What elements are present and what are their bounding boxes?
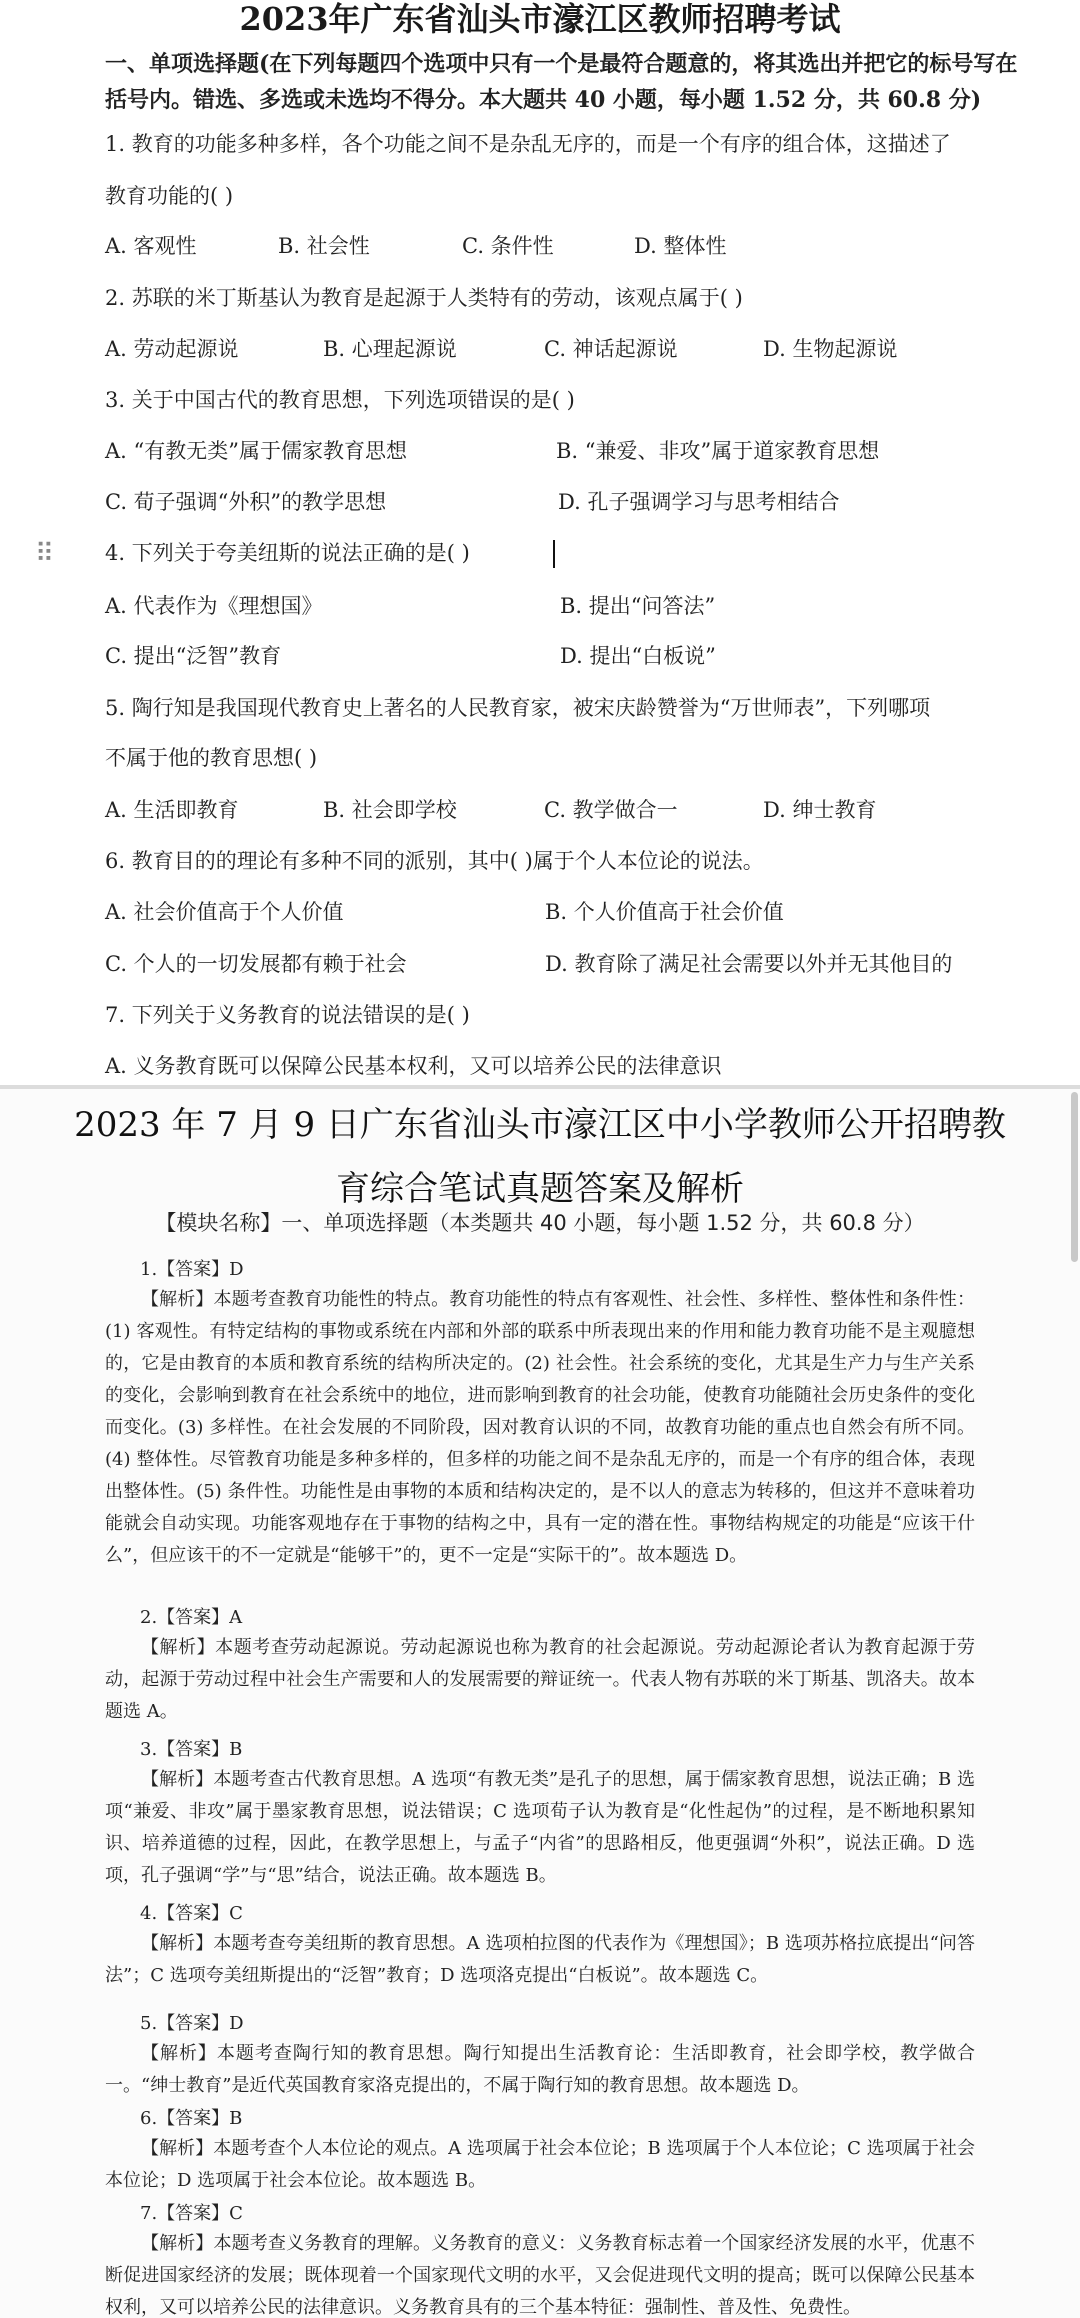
- q2-option-b: B. 心理起源说: [323, 337, 457, 361]
- q1-option-d: D. 整体性: [634, 234, 727, 258]
- q5-option-b: B. 社会即学校: [323, 798, 457, 822]
- answer-3: 3.【答案】B: [140, 1739, 243, 1760]
- q4-option-b: B. 提出“问答法”: [560, 594, 716, 618]
- q5-option-a: A. 生活即教育: [105, 798, 239, 822]
- q4-option-a: A. 代表作为《理想国》: [105, 594, 323, 618]
- answer-6: 6.【答案】B: [140, 2108, 243, 2129]
- explanation-4: 【解析】本题考查夸美纽斯的教育思想。A 选项柏拉图的代表作为《理想国》；B 选项苏格拉底提出“问答法”；C 选项夸美纽斯提出的“泛智”教育；D 选项洛克提出“白板说”。故本题选 C。: [105, 1933, 975, 1986]
- question-7-stem: 7. 下列关于义务教育的说法错误的是( ): [105, 1003, 470, 1027]
- q6-option-a: A. 社会价值高于个人价值: [105, 900, 344, 924]
- question-6-stem: 6. 教育目的的理论有多种不同的派别，其中( )属于个人本位论的说法。: [105, 849, 764, 873]
- explanation-3: 【解析】本题考查古代教育思想。A 选项“有教无类”是孔子的思想，属于儒家教育思想，说法正确；B 选项“兼爱、非攻”属于墨家教育思想，说法错误；C 选项荀子认为教育是“化性起伪”的过程，是不断地积累知识、培养道德的过程，因此，在教学思想上，与孟子“内省”的思路相反，他更强调“外积”，说法正确。D 选项，孔子强调“学”与“思”结合，说法正确。故本题选 B。: [105, 1769, 975, 1886]
- explanation-1: 【解析】本题考查教育功能性的特点。教育功能性的特点有客观性、社会性、多样性、整体性和条件性：(1) 客观性。有特定结构的事物或系统在内部和外部的联系中所表现出来的作用和能力教育功能不是主观臆想的，它是由教育的本质和教育系统的结构所决定的。(2) 社会性。社会系统的变化，尤其是生产力与生产关系的变化，会影响到教育在社会系统中的地位，进而影响到教育的社会功能，使教育功能随社会历史条件的变化而变化。(3) 多样性。在社会发展的不同阶段，因对教育认识的不同，故教育功能的重点也自然会有所不同。(4) 整体性。尽管教育功能是多种多样的，但多样的功能之间不是杂乱无序的，而是一个有序的组合体，表现出整体性。(5) 条件性。功能性是由事物的本质和结构决定的，是不以人的意志为转移的，但这并不意味着功能就会自动实现。功能客观地存在于事物的结构之中，具有一定的潜在性。事物结构规定的功能是“应该干什么”，但应该干的不一定就是“能够干”的，更不一定是“实际干的”。故本题选 D。: [105, 1289, 975, 1566]
- q6-option-c: C. 个人的一切发展都有赖于社会: [105, 952, 407, 976]
- module-heading: 【模块名称】一、单项选择题（本类题共 40 小题，每小题 1.52 分，共 60.8 分）: [155, 1211, 925, 1235]
- q3-option-c: C. 荀子强调“外积”的教学思想: [105, 490, 387, 514]
- exam-page: [0, 0, 1080, 1085]
- question-5-stem: 5. 陶行知是我国现代教育史上著名的人民教育家，被宋庆龄赞誉为“万世师表”，下列哪项: [105, 696, 931, 720]
- q2-option-c: C. 神话起源说: [544, 337, 678, 361]
- q1-option-b: B. 社会性: [278, 234, 370, 258]
- question-3-stem: 3. 关于中国古代的教育思想，下列选项错误的是( ): [105, 388, 575, 412]
- question-1-stem: 1. 教育的功能多种多样，各个功能之间不是杂乱无序的，而是一个有序的组合体，这描述了: [105, 132, 951, 156]
- q3-option-b: B. “兼爱、非攻”属于道家教育思想: [556, 439, 880, 463]
- q4-option-c: C. 提出“泛智”教育: [105, 644, 282, 668]
- q4-option-d: D. 提出“白板说”: [560, 644, 716, 668]
- answer-7: 7.【答案】C: [140, 2203, 243, 2224]
- question-5-stem-cont: 不属于他的教育思想( ): [105, 746, 318, 770]
- q7-option-a: A. 义务教育既可以保障公民基本权利，又可以培养公民的法律意识: [105, 1054, 722, 1078]
- text-cursor: [553, 540, 555, 568]
- q6-option-b: B. 个人价值高于社会价值: [545, 900, 784, 924]
- q1-option-a: A. 客观性: [105, 234, 197, 258]
- scrollbar-thumb[interactable]: [1071, 1092, 1078, 1262]
- answer-2: 2.【答案】A: [140, 1607, 243, 1628]
- question-1-stem-cont: 教育功能的( ): [105, 184, 234, 208]
- answer-1: 1.【答案】D: [140, 1259, 244, 1280]
- explanation-2: 【解析】本题考查劳动起源说。劳动起源说也称为教育的社会起源说。劳动起源论者认为教育起源于劳动，起源于劳动过程中社会生产需要和人的发展需要的辩证统一。代表人物有苏联的米丁斯基、凯洛夫。故本题选 A。: [105, 1637, 975, 1722]
- q3-option-d: D. 孔子强调学习与思考相结合: [558, 490, 840, 514]
- question-4-stem[interactable]: 4. 下列关于夸美纽斯的说法正确的是( ): [105, 541, 470, 565]
- q2-option-d: D. 生物起源说: [763, 337, 898, 361]
- section-heading: 一、单项选择题(在下列每题四个选项中只有一个是最符合题意的，将其选出并把它的标号写在括号内。错选、多选或未选均不得分。本大题共 40 小题，每小题 1.52 分，共 60.8 分): [105, 51, 1018, 113]
- answers-title: 2023 年 7 月 9 日广东省汕头市濠江区中小学教师公开招聘教育综合笔试真题答案及解析: [74, 1105, 1006, 1209]
- q5-option-c: C. 教学做合一: [544, 798, 678, 822]
- q1-option-c: C. 条件性: [462, 234, 554, 258]
- drag-handle-icon[interactable]: ⠿: [35, 539, 55, 569]
- q5-option-d: D. 绅士教育: [763, 798, 877, 822]
- answer-5: 5.【答案】D: [140, 2013, 244, 2034]
- q2-option-a: A. 劳动起源说: [105, 337, 239, 361]
- answer-4: 4.【答案】C: [140, 1903, 243, 1924]
- explanation-6: 【解析】本题考查个人本位论的观点。A 选项属于社会本位论；B 选项属于个人本位论；C 选项属于社会本位论；D 选项属于社会本位论。故本题选 B。: [105, 2138, 975, 2191]
- explanation-7: 【解析】本题考查义务教育的理解。义务教育的意义：义务教育标志着一个国家经济发展的水平，优惠不断促进国家经济的发展；既体现着一个国家现代文明的水平，又会促进现代文明的提高；既可以保障公民基本权利，又可以培养公民的法律意识。义务教育具有的三个基本特征：强制性、普及性、免费性。: [105, 2233, 975, 2318]
- question-2-stem: 2. 苏联的米丁斯基认为教育是起源于人类特有的劳动，该观点属于( ): [105, 286, 743, 310]
- exam-title: 2023年广东省汕头市濠江区教师招聘考试: [239, 0, 841, 38]
- answers-page: [0, 1089, 1080, 2318]
- explanation-5: 【解析】本题考查陶行知的教育思想。陶行知提出生活教育论：生活即教育，社会即学校，教学做合一。“绅士教育”是近代英国教育家洛克提出的，不属于陶行知的教育思想。故本题选 D。: [105, 2043, 975, 2096]
- q3-option-a: A. “有教无类”属于儒家教育思想: [105, 439, 407, 463]
- q6-option-d: D. 教育除了满足社会需要以外并无其他目的: [545, 952, 953, 976]
